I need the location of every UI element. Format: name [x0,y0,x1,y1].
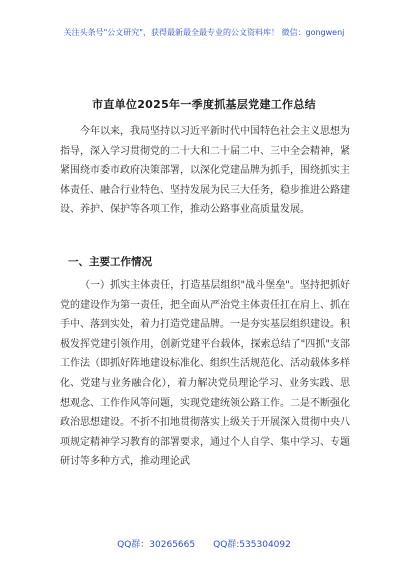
document-title: 市直单位2025年一季度抓基层党建工作总结 [92,98,316,111]
footer-qq-group-1: QQ群：30265665 [117,540,196,550]
section-paragraph: （一）抓实主体责任，打造基层组织"战斗堡垒"。坚持把抓好党的建设作为第一责任，把全面从严治党主体责任扛在肩上、抓在手中、落到实处，着力打造党建品牌。一是夯实基层组织建设。积极发挥党建引领作用，创新党建平台载体，探索总结了"四抓"支部工作法（即抓好阵地建设标准化、组织生活规范化、活动载体多样化、党建与业务融合化），着力解决党员理论学习、业务实践、思想观念、工作作风等问题，实现党建统领公路工作。二是不断强化政治思想建设。不折不扣地贯彻落实上级关于开展深入贯彻中央八项规定精神学习教育的部署要求，通过个人自学、集中学习、专题研讨等多种方式，推动理论武 [60,280,350,468]
footer-contacts [0,537,408,550]
section-heading: 一、主要工作情况 [68,256,152,268]
intro-paragraph: 今年以来，我局坚持以习近平新时代中国特色社会主义思想为指导，深入学习贯彻党的二十大和二十届二中、三中全会精神，紧紧围绕市委市政府决策部署，以深化党建品牌为抓手，围绕抓实主体责任、融合行业特色、坚持发展为民三大任务，稳步推进公路建设、养护、保护等各项工作，推动公路事业高质量发展。 [60,126,350,216]
promo-banner: 关注头条号"公文研究"，获得最新最全最专业的公文资料库！ 微信：gongwenj [63,28,345,37]
footer-qq-group-2: QQ群:535304092 [213,540,291,550]
